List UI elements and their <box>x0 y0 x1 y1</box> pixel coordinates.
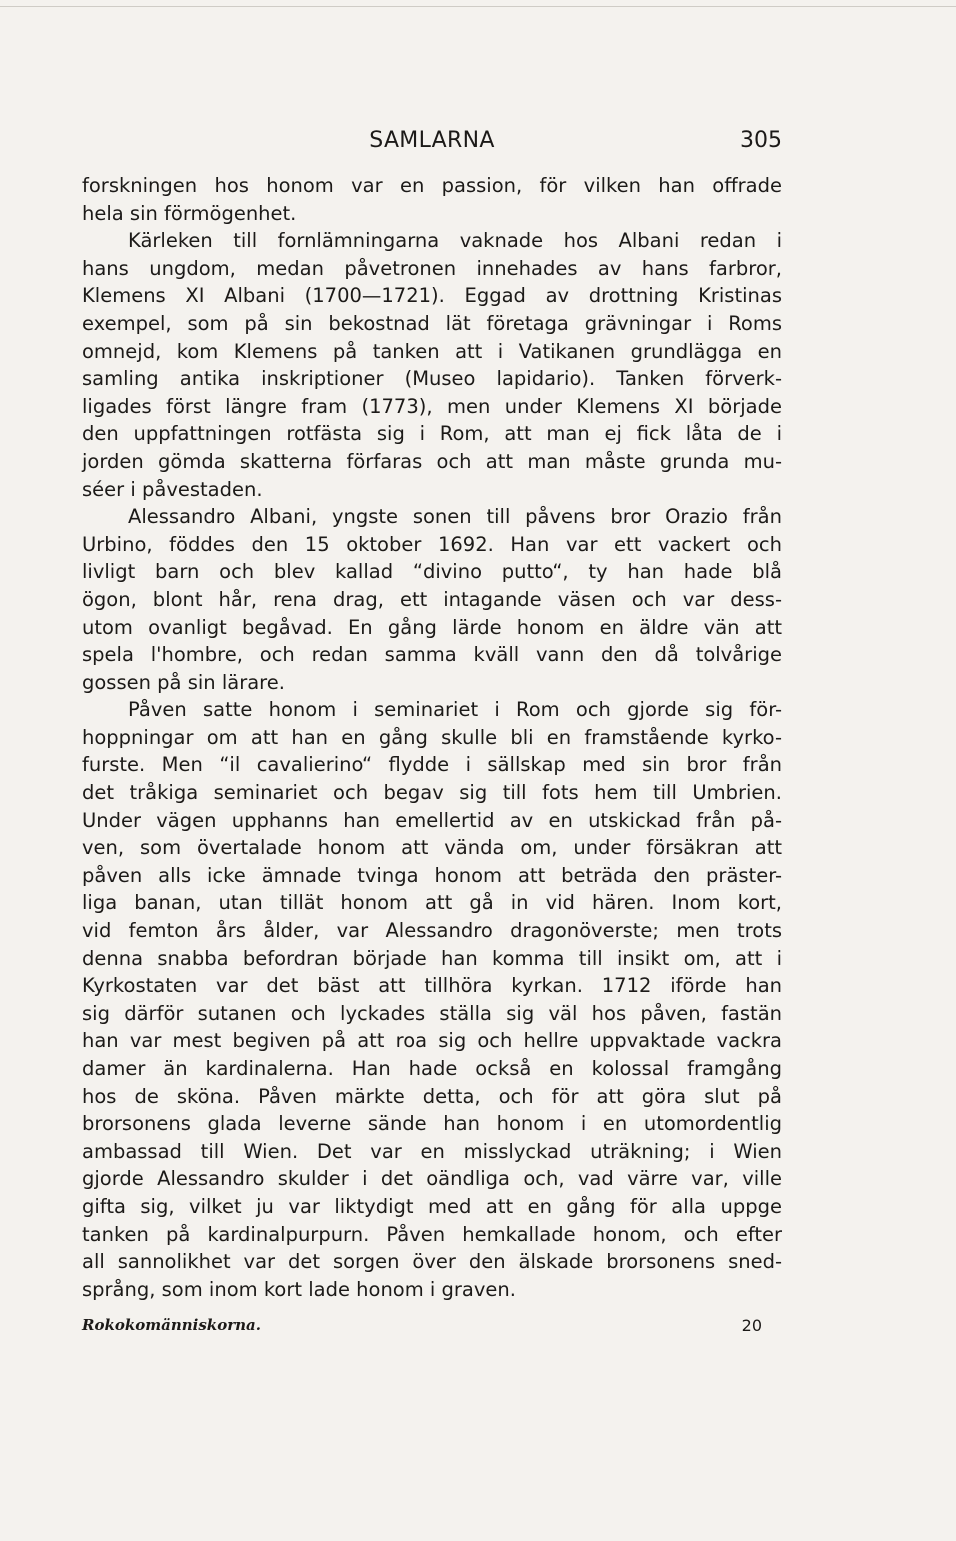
text-line: furste. Men “il cavalierino“ flydde i sällskap med sin bror från <box>82 753 782 777</box>
text-line: liga banan, utan tillät honom att gå in vid hären. Inom kort, <box>82 891 782 915</box>
text-line: Påven satte honom i seminariet i Rom och gjorde sig för- <box>128 698 782 722</box>
text-line: jorden gömda skatterna förfaras och att man måste grunda mu- <box>82 449 782 473</box>
text-line: vid femton års ålder, var Alessandro dragonöverste; men trots <box>82 919 782 943</box>
text-line: han var mest begiven på att roa sig och hellre uppvaktade vackra <box>82 1029 782 1053</box>
sheet-number: 20 <box>741 1316 762 1335</box>
text-line: ögon, blont hår, rena drag, ett intagande väsen och var dess- <box>82 587 782 611</box>
text-line: utom ovanligt begåvad. En gång lärde honom en äldre vän att <box>82 615 782 639</box>
text-line: Alessandro Albani, yngste sonen till påvens bror Orazio från <box>128 505 782 529</box>
running-head <box>82 128 782 160</box>
text-line: Klemens XI Albani (1700—1721). Eggad av drottning Kristinas <box>82 284 782 308</box>
text-line: all sannolikhet var det sorgen över den älskade brorsonens sned- <box>82 1250 782 1274</box>
text-line: livligt barn och blev kallad “divino putto“, ty han hade blå <box>82 560 782 584</box>
text-line: tanken på kardinalpurpurn. Påven hemkallade honom, och efter <box>82 1222 782 1246</box>
text-line: forskningen hos honom var en passion, för vilken han offrade <box>82 174 782 197</box>
text-line: Urbino, föddes den 15 oktober 1692. Han var ett vackert och <box>82 532 782 556</box>
text-line: ambassad till Wien. Det var en misslyckad uträkning; i Wien <box>82 1139 782 1163</box>
text-line: gifta sig, vilket ju var liktydigt med att en gång för alla uppge <box>82 1194 782 1218</box>
text-line: hans ungdom, medan påvetronen innehades av hans farbror, <box>82 256 782 280</box>
text-line: den uppfattningen rotfästa sig i Rom, att man ej fick låta de i <box>82 422 782 446</box>
text-line: språng, som inom kort lade honom i graven. <box>82 1277 516 1301</box>
text-line: ligades först längre fram (1773), men under Klemens XI började <box>82 394 782 418</box>
text-line: det tråkiga seminariet och begav sig till fots hem till Umbrien. <box>82 781 782 805</box>
text-line: hela sin förmögenhet. <box>82 201 297 225</box>
text-line: Kärleken till fornlämningarna vaknade hos Albani redan i <box>128 229 782 253</box>
text-line: brorsonens glada leverne sände han honom i en utomordentlig <box>82 1112 782 1136</box>
text-line: exempel, som på sin bekostnad lät företaga grävningar i Roms <box>82 311 782 335</box>
text-line: Under vägen upphanns han emellertid av en utskickad från på- <box>82 808 782 832</box>
text-line: gossen på sin lärare. <box>82 670 285 694</box>
text-line: påven alls icke ämnade tvinga honom att beträda den präster- <box>82 863 782 887</box>
text-line: spela l'hombre, och redan samma kväll vann den då tolvårige <box>82 643 782 667</box>
text-line: ven, som övertalade honom att vända om, under försäkran att <box>82 836 782 860</box>
text-line: hos de sköna. Påven märkte detta, och för att göra slut på <box>82 1084 782 1108</box>
page-footer <box>82 1316 762 1340</box>
text-line: Kyrkostaten var det bäst att tillhöra kyrkan. 1712 iförde han <box>82 974 782 998</box>
text-line: denna snabba befordran började han komma till insikt om, att i <box>82 946 782 970</box>
text-line: séer i påvestaden. <box>82 477 263 501</box>
text-line: hoppningar om att han en gång skulle bli en framstående kyrko- <box>82 725 782 749</box>
text-line: omnejd, kom Klemens på tanken att i Vatikanen grundlägga en <box>82 339 782 363</box>
page-number: 305 <box>740 128 782 153</box>
text-line: damer än kardinalerna. Han hade också en kolossal framgång <box>82 1057 782 1080</box>
text-line: sig därför sutanen och lyckades ställa sig väl hos påven, fastän <box>82 1001 782 1025</box>
scan-edge-line <box>0 6 956 7</box>
text-line: samling antika inskriptioner (Museo lapidario). Tanken förverk- <box>82 367 782 391</box>
text-line: gjorde Alessandro skulder i det oändliga och, vad värre var, ville <box>82 1167 782 1191</box>
signature-mark: Rokokomänniskorna. <box>82 1316 261 1334</box>
body-text <box>82 172 782 1303</box>
running-title: SAMLARNA <box>369 128 495 153</box>
